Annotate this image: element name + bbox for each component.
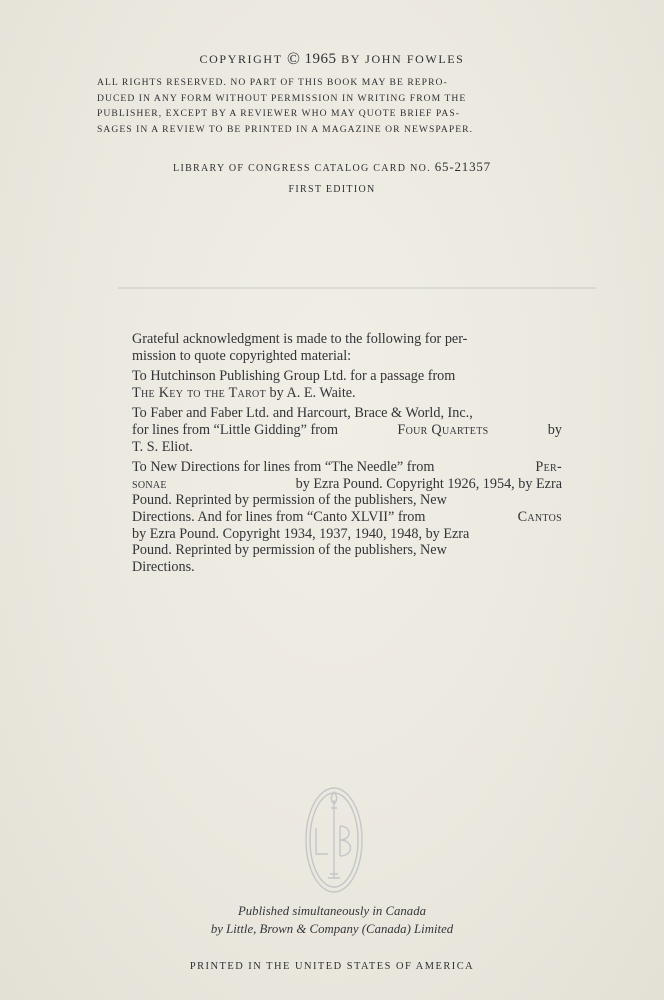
- book-title-personae-a: Per-: [535, 459, 562, 476]
- ack-faber-line2-pre: for lines from “Little Gidding” from: [132, 421, 339, 438]
- book-title-cantos: Cantos: [517, 508, 562, 525]
- edition-statement: FIRST EDITION: [288, 184, 376, 195]
- book-title-personae-b: sonae: [132, 475, 167, 492]
- rights-line: DUCED IN ANY FORM WITHOUT PERMISSION IN WRITING FROM THE: [97, 92, 467, 104]
- copyright-holder: BY JOHN FOWLES: [341, 52, 465, 66]
- library-of-congress-line: [0, 159, 664, 175]
- lccn-label: LIBRARY OF CONGRESS CATALOG CARD NO.: [173, 163, 431, 174]
- ack-hutchinson-line: To Hutchinson Publishing Group Ltd. for a passage from: [132, 368, 456, 385]
- ack-faber-line: T. S. Eliot.: [132, 438, 193, 455]
- rights-reserved-notice: [97, 75, 599, 137]
- ack-intro-line: Grateful acknowledgment is made to the following for per-: [132, 331, 468, 347]
- canada-line: by Little, Brown & Company (Canada) Limited: [210, 922, 454, 936]
- ack-intro: [132, 331, 562, 364]
- ack-intro-line: mission to quote copyrighted material:: [132, 347, 352, 364]
- ack-nd-line: Pound. Reprinted by permission of the publishers, New: [132, 542, 447, 559]
- ack-nd-line1: [132, 459, 562, 476]
- copyright-year: 1965: [304, 51, 337, 67]
- rights-line: ALL RIGHTS RESERVED. NO PART OF THIS BOOK MAY BE REPRO-: [97, 77, 448, 88]
- ack-faber-line2-post: by: [547, 421, 562, 438]
- ack-hutchinson-line2: [132, 385, 562, 402]
- rights-line: PUBLISHER, EXCEPT BY A REVIEWER WHO MAY QUOTE BRIEF PAS-: [97, 108, 460, 119]
- ack-nd-line1-pre: To New Directions for lines from “The Needle” from: [132, 459, 435, 476]
- ack-nd-line4: [132, 509, 562, 526]
- copyright-prefix: COPYRIGHT: [199, 52, 283, 66]
- ack-nd-line: by Ezra Pound. Copyright 1934, 1937, 1940, 1948, by Ezra: [132, 525, 470, 542]
- printed-in-line: PRINTED IN THE UNITED STATES OF AMERICA: [189, 961, 475, 972]
- acknowledgments: [132, 331, 562, 579]
- copyright-symbol: ©: [287, 49, 300, 68]
- ack-nd-line: Pound. Reprinted by permission of the publishers, New: [132, 492, 447, 509]
- ack-nd-line: Directions.: [132, 558, 195, 575]
- lccn-number: 65-21357: [434, 159, 491, 174]
- book-title-four-quartets: Four Quartets: [397, 421, 489, 438]
- book-title-key-to-the-tarot: The Key to the Tarot: [132, 384, 266, 401]
- copyright-line: [0, 48, 664, 68]
- ack-faber: [132, 405, 562, 455]
- ack-hutchinson: [132, 368, 562, 401]
- ack-nd-line4-pre: Directions. And for lines from “Canto XLVII” from: [132, 508, 426, 525]
- ack-faber-line2: [132, 422, 562, 439]
- rights-line: SAGES IN A REVIEW TO BE PRINTED IN A MAGAZINE OR NEWSPAPER.: [97, 123, 474, 135]
- ack-nd-line2-post: by Ezra Pound. Copyright 1926, 1954, by Ezra: [295, 475, 562, 492]
- canada-publication-note: [0, 902, 664, 938]
- bleed-through-rule: [118, 287, 596, 289]
- canada-line: Published simultaneously in Canada: [237, 904, 427, 918]
- ack-faber-line: To Faber and Faber Ltd. and Harcourt, Brace & World, Inc.,: [132, 405, 473, 422]
- ack-hutchinson-rest: by A. E. Waite.: [269, 384, 356, 401]
- ack-new-directions: [132, 459, 562, 575]
- ack-nd-line2: [132, 476, 562, 493]
- publisher-logo-icon: [302, 778, 366, 898]
